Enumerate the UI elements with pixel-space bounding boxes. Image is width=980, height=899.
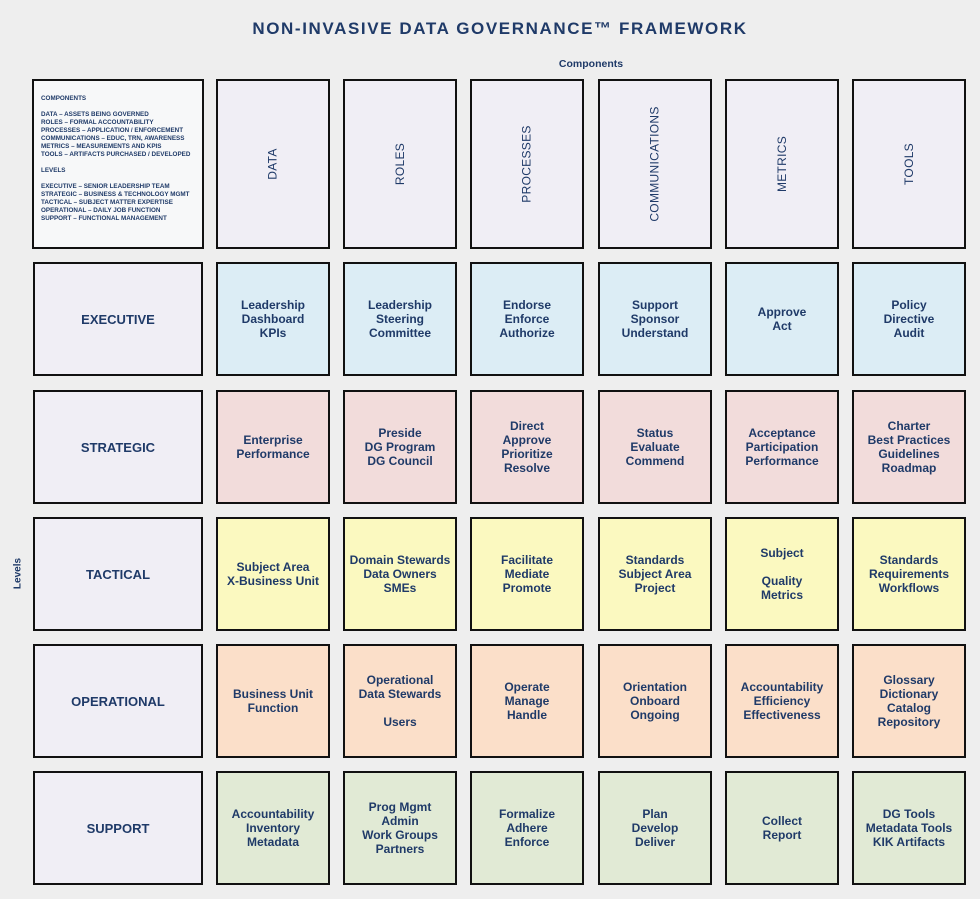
row-header-tactical: TACTICAL [33, 517, 203, 631]
cell-executive-data: Leadership Dashboard KPIs [216, 262, 330, 376]
cell-operational-processes: Operate Manage Handle [470, 644, 584, 758]
cell-tactical-communications: Standards Subject Area Project [598, 517, 712, 631]
legend-components-heading: COMPONENTS [41, 95, 87, 102]
column-header-roles [343, 79, 457, 249]
cell-tactical-data: Subject Area X-Business Unit [216, 517, 330, 631]
cell-operational-metrics: Accountability Efficiency Effectiveness [725, 644, 839, 758]
column-header-label: TOOLS [902, 143, 916, 185]
legend-levels-heading: LEVELS [41, 167, 66, 174]
column-header-label: ROLES [393, 142, 407, 186]
column-header-label: COMMUNICATIONS [648, 106, 662, 222]
cell-support-data: Accountability Inventory Metadata [216, 771, 330, 885]
cell-operational-roles: Operational Data Stewards Users [343, 644, 457, 758]
column-header-metrics [725, 79, 839, 249]
cell-tactical-processes: Facilitate Mediate Promote [470, 517, 584, 631]
legend-components-list [41, 111, 196, 159]
column-header-label: PROCESSES [519, 125, 534, 203]
cell-executive-roles: Leadership Steering Committee [343, 262, 457, 376]
legend-level-item: STRATEGIC – BUSINESS & TECHNOLOGY MGMT [41, 191, 190, 198]
legend-component-item: PROCESSES – APPLICATION / ENFORCEMENT [41, 127, 184, 134]
legend-level-item: TACTICAL – SUBJECT MATTER EXPERTISE [41, 199, 173, 206]
column-header-processes [470, 79, 584, 249]
cell-support-metrics: Collect Report [725, 771, 839, 885]
legend-levels-list [41, 183, 196, 223]
cell-operational-communications: Orientation Onboard Ongoing [598, 644, 712, 758]
components-axis-label: Components [558, 58, 624, 70]
column-header-data [216, 79, 330, 249]
legend-component-item: ROLES – FORMAL ACCOUNTABILITY [41, 119, 154, 126]
cell-operational-data: Business Unit Function [216, 644, 330, 758]
row-header-executive: EXECUTIVE [33, 262, 203, 376]
legend-level-item: SUPPORT – FUNCTIONAL MANAGEMENT [41, 215, 167, 222]
legend-level-item: EXECUTIVE – SENIOR LEADERSHIP TEAM [41, 183, 170, 190]
legend-component-item: TOOLS – ARTIFACTS PURCHASED / DEVELOPED [41, 151, 191, 158]
cell-executive-metrics: Approve Act [725, 262, 839, 376]
cell-strategic-data: Enterprise Performance [216, 390, 330, 504]
cell-executive-processes: Endorse Enforce Authorize [470, 262, 584, 376]
cell-support-roles: Prog Mgmt Admin Work Groups Partners [343, 771, 457, 885]
cell-executive-tools: Policy Directive Audit [852, 262, 966, 376]
cell-strategic-metrics: Acceptance Participation Performance [725, 390, 839, 504]
levels-axis-label: Levels [12, 557, 24, 590]
legend-component-item: COMMUNICATIONS – EDUC, TRN, AWARENESS [41, 135, 185, 142]
cell-strategic-roles: Preside DG Program DG Council [343, 390, 457, 504]
legend-level-item: OPERATIONAL – DAILY JOB FUNCTION [41, 207, 161, 214]
cell-executive-communications: Support Sponsor Understand [598, 262, 712, 376]
legend-component-item: DATA – ASSETS BEING GOVERNED [41, 111, 149, 118]
cell-strategic-tools: Charter Best Practices Guidelines Roadmap [852, 390, 966, 504]
cell-tactical-roles: Domain Stewards Data Owners SMEs [343, 517, 457, 631]
row-header-strategic: STRATEGIC [33, 390, 203, 504]
cell-support-communications: Plan Develop Deliver [598, 771, 712, 885]
cell-tactical-tools: Standards Requirements Workflows [852, 517, 966, 631]
column-header-communications [598, 79, 712, 249]
legend-component-item: METRICS – MEASUREMENTS AND KPIS [41, 143, 162, 150]
cell-strategic-communications: Status Evaluate Commend [598, 390, 712, 504]
cell-operational-tools: Glossary Dictionary Catalog Repository [852, 644, 966, 758]
legend-box [32, 79, 204, 249]
column-header-label: METRICS [774, 135, 789, 193]
column-header-tools [852, 79, 966, 249]
page-title: NON-INVASIVE DATA GOVERNANCE™ FRAMEWORK [252, 19, 748, 38]
column-header-label: DATA [266, 148, 280, 180]
cell-support-tools: DG Tools Metadata Tools KIK Artifacts [852, 771, 966, 885]
cell-tactical-metrics: Subject Quality Metrics [725, 517, 839, 631]
cell-support-processes: Formalize Adhere Enforce [470, 771, 584, 885]
cell-strategic-processes: Direct Approve Prioritize Resolve [470, 390, 584, 504]
row-header-support: SUPPORT [33, 771, 203, 885]
row-header-operational: OPERATIONAL [33, 644, 203, 758]
